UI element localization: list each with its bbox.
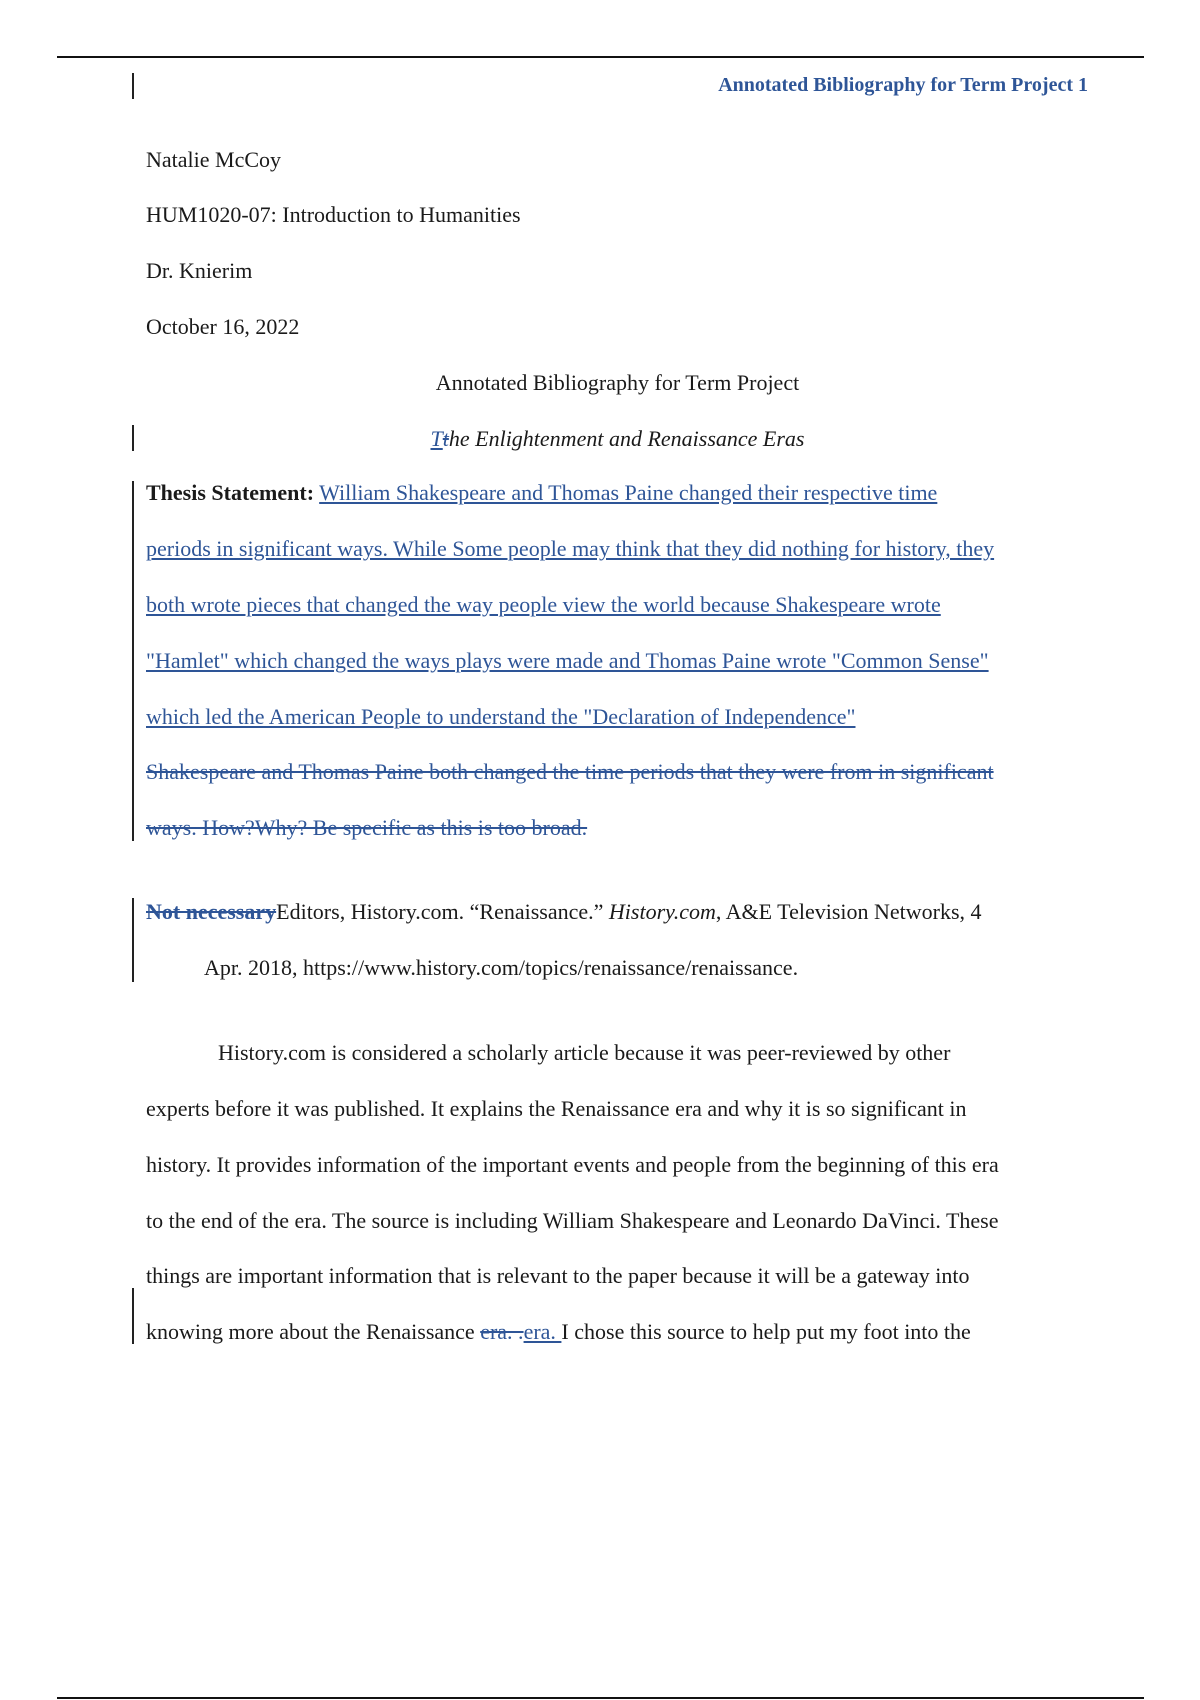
citation-line-2: Apr. 2018, https://www.history.com/topics/renaissance/renaissance. [204,955,799,980]
citation-text-a: Editors, History.com. “Renaissance.” [276,899,609,924]
annotation-line-4: to the end of the era. The source is including William Shakespeare and Leonardo DaVinci. These [146,1208,999,1233]
annotation-text-a: knowing more about the Renaissance [146,1319,481,1344]
thesis-line-2: periods in significant ways. While Some people may think that they did nothing for history, they [146,536,995,561]
top-rule [57,56,1144,58]
author-name: Natalie McCoy [146,147,282,172]
change-bar [132,73,134,99]
thesis-deleted-line-2: ways. How?Why? Be specific as this is too broad. [146,815,588,840]
thesis-label: Thesis Statement: [146,480,315,505]
thesis-deleted-line-1: Shakespeare and Thomas Paine both changed the time periods that they were from in significant [146,759,994,784]
annotation-deleted-text: era. . [480,1319,524,1344]
annotation-line-6 [146,1318,971,1346]
thesis-line-5: which led the American People to understand the "Declaration of Independence" [146,704,856,729]
annotation-line-1: History.com is considered a scholarly article because it was peer-reviewed by other [218,1040,951,1065]
subtitle [0,425,1200,453]
thesis-line-3: both wrote pieces that changed the way people view the world because Shakespeare wrote [146,592,941,617]
page-title: Annotated Bibliography for Term Project [435,370,800,395]
annotation-line-3: history. It provides information of the important events and people from the beginning of this era [146,1152,999,1177]
subtitle-inserted-char: T [430,426,443,451]
annotation-line-5: things are important information that is relevant to the paper because it will be a gateway into [146,1263,970,1288]
annotation-line-2: experts before it was published. It explains the Renaissance era and why it is so significant in [146,1096,967,1121]
subtitle-deleted-char: t [442,426,449,451]
thesis-line-4: "Hamlet" which changed the ways plays were made and Thomas Paine wrote "Common Sense" [146,648,989,673]
change-bar [132,481,134,841]
change-bar [132,898,134,982]
citation-source-title: History.com [608,899,716,924]
annotation-text-b: I chose this source to help put my foot into the [561,1319,971,1344]
citation-line-1 [146,898,982,926]
annotation-inserted-text: era. [523,1319,562,1344]
bottom-rule [57,1697,1144,1699]
date: October 16, 2022 [146,314,300,339]
citation-text-b: , A&E Television Networks, 4 [715,899,982,924]
change-bar [132,1288,134,1344]
subtitle-text: he Enlightenment and Renaissance Eras [448,426,805,451]
instructor-name: Dr. Knierim [146,258,253,283]
course-name: HUM1020-07: Introduction to Humanities [146,202,521,227]
running-head: Annotated Bibliography for Term Project 1 [718,74,1088,96]
citation-deleted-prefix: Not necessary [146,899,277,924]
thesis-inserted-text: William Shakespeare and Thomas Paine changed their respective time [319,480,938,505]
thesis-line-1 [146,479,937,507]
